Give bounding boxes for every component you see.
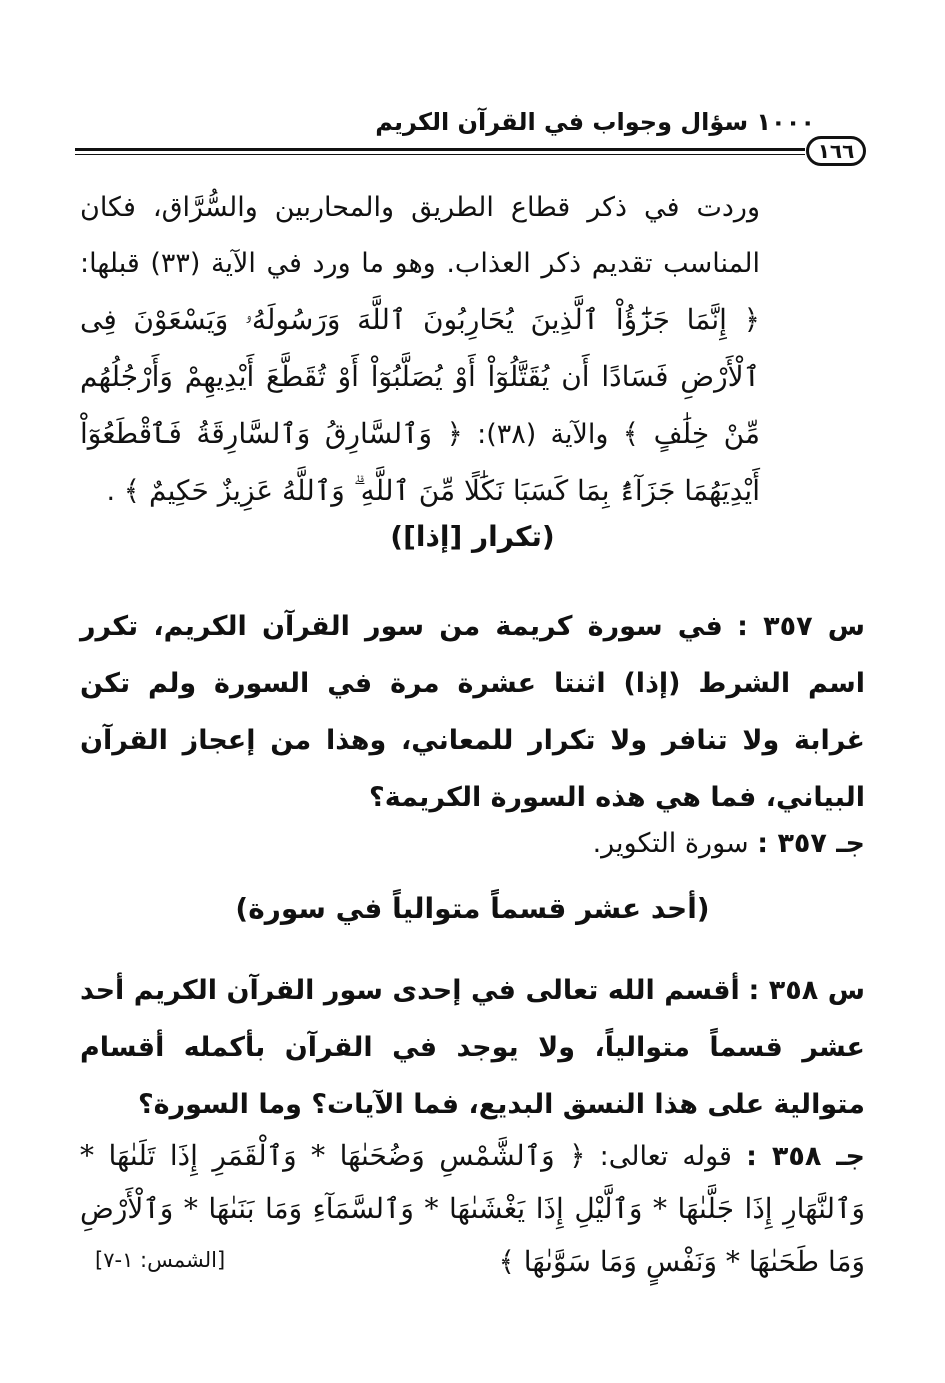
verse-reference: [الشمس: ١-٧]	[95, 1248, 226, 1272]
page-number: ١٦٦	[806, 136, 866, 166]
section-heading-2: (أحد عشر قسماً متوالياً في سورة)	[235, 892, 710, 925]
answer-label-357: جـ ٣٥٧ :	[757, 828, 865, 859]
question-text-358: أقسم الله تعالى في إحدى سور القرآن الكريم أحد عشر قسماً متوالياً، ولا يوجد في القرآن بأكمله أقسام متوالية على هذا النسق البديع، فما الآيات؟ وما السورة؟	[80, 975, 865, 1120]
quran-ash-shams: ﴿ وَٱلشَّمْسِ وَضُحَىٰهَا * وَٱلْقَمَرِ إِذَا تَلَىٰهَا * وَٱلنَّهَارِ إِذَا جَلَّىٰهَا * وَٱلَّيْلِ إِذَا يَغْشَىٰهَا * وَٱلسَّمَآءِ وَمَا بَنَىٰهَا * وَٱلْأَرْضِ وَمَا طَحَىٰهَا * وَنَفْسٍ وَمَا سَوَّىٰهَا ﴾	[80, 1139, 865, 1278]
section-heading-1: (تكرار [إذا])	[390, 520, 555, 553]
intro-text-2: والآية (٣٨):	[462, 419, 623, 450]
quran-verse-33: ﴿ إِنَّمَا جَزَٰٓؤُاْ ٱلَّذِينَ يُحَارِبُونَ ٱللَّهَ وَرَسُولَهُۥ وَيَسْعَوْنَ فِى ٱلْأَرْضِ فَسَادًا أَن يُقَتَّلُوٓاْ أَوْ يُصَلَّبُوٓاْ أَوْ تُقَطَّعَ أَيْدِيهِمْ وَأَرْجُلُهُم مِّنْ خِلَٰفٍ ﴾	[80, 303, 760, 450]
quran-verse-38: ﴿ وَٱلسَّارِقُ وَٱلسَّارِقَةُ فَٱقْطَعُوٓاْ أَيْدِيَهُمَا جَزَآءًۢ بِمَا كَسَبَا نَكَٰلًا مِّنَ ٱللَّهِ ۗ وَٱللَّهُ عَزِيزٌ حَكِيمٌ ﴾	[80, 417, 760, 507]
answer-text-357: سورة التكوير.	[592, 828, 749, 859]
header-rule	[75, 148, 805, 151]
running-title: ١٠٠٠ سؤال وجواب في القرآن الكريم	[375, 108, 815, 136]
answer-label-358: جـ ٣٥٨ :	[746, 1141, 865, 1172]
answer-357	[80, 815, 865, 872]
question-358	[80, 962, 865, 1133]
intro-text-3: .	[106, 476, 116, 507]
intro-paragraph	[80, 180, 760, 520]
question-label-358: س ٣٥٨ :	[748, 975, 865, 1006]
question-text-357: في سورة كريمة من سور القرآن الكريم، تكرر اسم الشرط (إذا) اثنتا عشرة مرة في السورة ولم تكن غرابة ولا تنافر ولا تكرار للمعاني، وهذا من إعجاز القرآن البياني، فما هي هذه السورة الكريمة؟	[80, 611, 865, 813]
intro-text-1: وردت في ذكر قطاع الطريق والمحاربين والسُّرَّاق، فكان المناسب تقديم ذكر العذاب. وهو ما ورد في الآية (٣٣) قبلها:	[80, 192, 760, 279]
question-label-357: س ٣٥٧ :	[737, 611, 865, 642]
header-rule-thin	[75, 154, 805, 155]
question-357	[80, 598, 865, 826]
answer-intro-358: قوله تعالى:	[585, 1141, 732, 1172]
